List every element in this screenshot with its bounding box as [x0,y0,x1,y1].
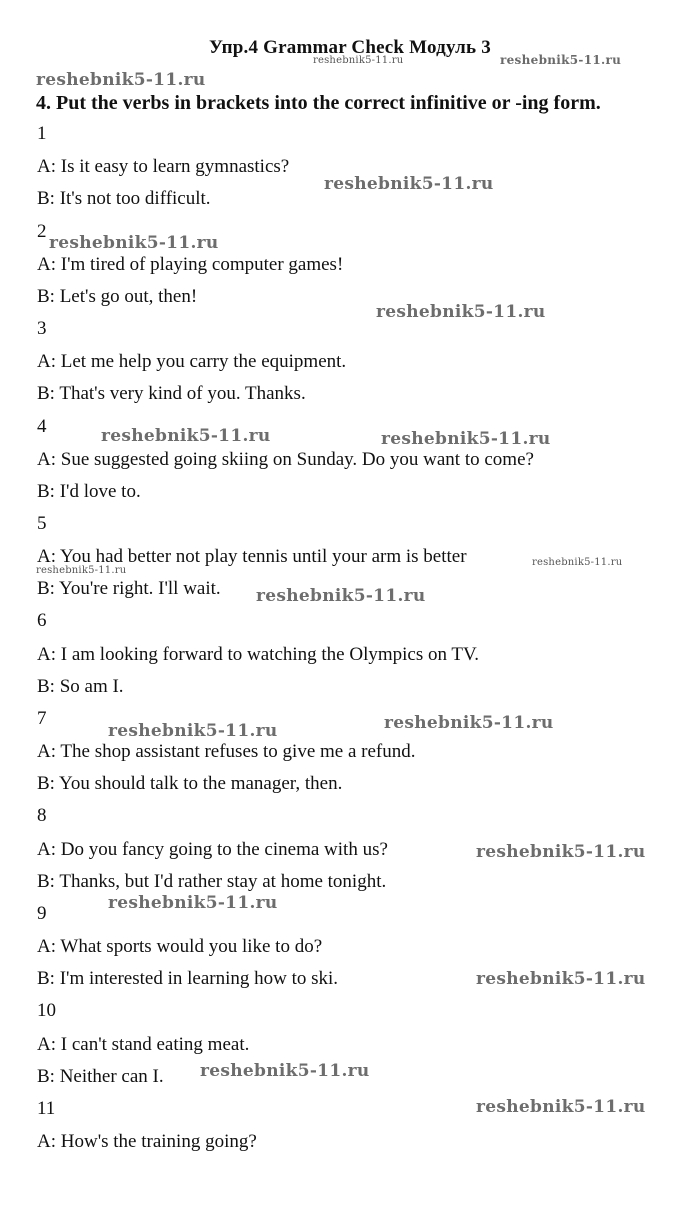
line-a: A: Sue suggested going skiing on Sunday. Do you want to come? [37,449,534,470]
line-b: B: You should talk to the manager, then. [37,773,343,794]
line-a: A: Let me help you carry the equipment. [37,351,347,372]
task-instruction: 4. Put the verbs in brackets into the correct infinitive or -ing form. [36,92,601,114]
line-a: A: The shop assistant refuses to give me a refund. [37,741,416,762]
item-number: 11 [37,1098,56,1119]
line-b: B: Let's go out, then! [37,286,198,307]
line-b: B: Thanks, but I'd rather stay at home tonight. [37,871,387,892]
watermark: reshebnik5-11.ru [108,893,278,913]
watermark: reshebnik5-11.ru [36,565,127,576]
line-b: B: I'd love to. [37,481,141,502]
watermark: reshebnik5-11.ru [384,713,554,733]
line-a: A: I am looking forward to watching the Olympics on TV. [37,644,480,665]
watermark: reshebnik5-11.ru [476,969,646,989]
line-b: B: That's very kind of you. Thanks. [37,383,306,404]
watermark: reshebnik5-11.ru [256,586,426,606]
watermark: reshebnik5-11.ru [324,174,494,194]
line-b: B: You're right. I'll wait. [37,578,221,599]
watermark: reshebnik5-11.ru [313,55,404,66]
item-number: 8 [37,805,47,826]
line-a: A: I'm tired of playing computer games! [37,254,344,275]
item-number: 10 [37,1000,56,1021]
item-number: 2 [37,221,47,242]
watermark: reshebnik5-11.ru [376,302,546,322]
watermark: reshebnik5-11.ru [36,70,206,90]
item-number: 6 [37,610,47,631]
watermark: reshebnik5-11.ru [108,721,278,741]
line-b: B: So am I. [37,676,124,697]
line-b: B: I'm interested in learning how to ski. [37,968,339,989]
line-a: A: You had better not play tennis until your arm is better [37,546,467,567]
watermark: reshebnik5-11.ru [476,842,646,862]
item-number: 4 [37,416,47,437]
item-number: 1 [37,123,47,144]
page-title: Упр.4 Grammar Check Модуль 3 [209,37,491,58]
line-a: A: Do you fancy going to the cinema with us? [37,839,388,860]
line-a: A: I can't stand eating meat. [37,1034,250,1055]
line-a: A: Is it easy to learn gymnastics? [37,156,290,177]
watermark: reshebnik5-11.ru [532,557,623,568]
item-number: 3 [37,318,47,339]
watermark: reshebnik5-11.ru [500,53,622,67]
line-a: A: How's the training going? [37,1131,257,1152]
item-number: 9 [37,903,47,924]
watermark: reshebnik5-11.ru [49,233,219,253]
item-number: 7 [37,708,47,729]
line-b: B: It's not too difficult. [37,188,211,209]
item-number: 5 [37,513,47,534]
line-b: B: Neither can I. [37,1066,164,1087]
watermark: reshebnik5-11.ru [381,429,551,449]
watermark: reshebnik5-11.ru [200,1061,370,1081]
line-a: A: What sports would you like to do? [37,936,323,957]
watermark: reshebnik5-11.ru [476,1097,646,1117]
watermark: reshebnik5-11.ru [101,426,271,446]
